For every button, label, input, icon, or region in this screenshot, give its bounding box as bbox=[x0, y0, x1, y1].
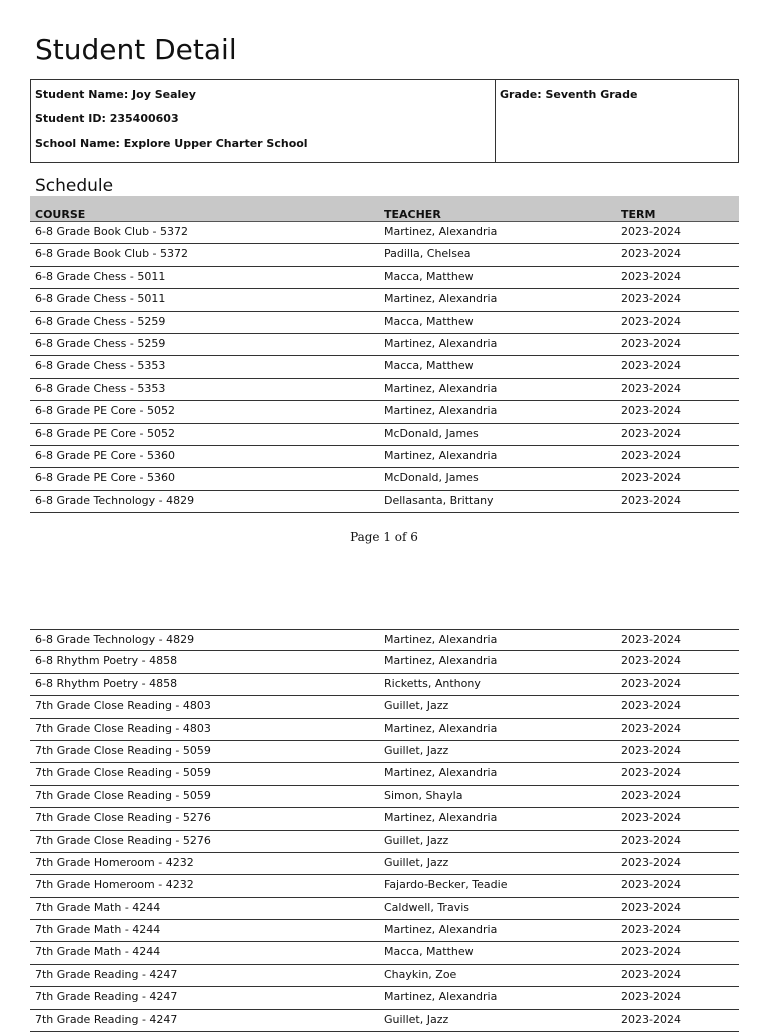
course-cell: 6-8 Grade Chess - 5353 bbox=[35, 381, 166, 395]
table-row bbox=[30, 965, 739, 987]
course-cell: 6-8 Grade Chess - 5011 bbox=[35, 269, 166, 283]
term-cell: 2023-2024 bbox=[621, 404, 681, 418]
teacher-cell: Guillet, Jazz bbox=[384, 699, 449, 713]
teacher-cell: Martinez, Alexandria bbox=[384, 721, 498, 735]
course-cell: 7th Grade Math - 4244 bbox=[35, 945, 161, 959]
term-cell: 2023-2024 bbox=[621, 633, 681, 646]
table-row bbox=[30, 696, 739, 718]
term-cell: 2023-2024 bbox=[621, 381, 681, 395]
table-row bbox=[30, 808, 739, 830]
teacher-cell: Guillet, Jazz bbox=[384, 743, 449, 757]
term-cell: 2023-2024 bbox=[621, 811, 681, 825]
student-name: Student Name: Joy Sealey bbox=[35, 88, 196, 101]
teacher-cell: Martinez, Alexandria bbox=[384, 404, 498, 418]
term-cell: 2023-2024 bbox=[621, 225, 681, 238]
course-cell: 7th Grade Close Reading - 4803 bbox=[35, 699, 211, 713]
term-cell: 2023-2024 bbox=[621, 967, 681, 981]
school-name: School Name: Explore Upper Charter School bbox=[35, 137, 308, 150]
course-cell: 7th Grade Close Reading - 5059 bbox=[35, 788, 211, 802]
table-row bbox=[30, 875, 739, 897]
course-cell: 7th Grade Math - 4244 bbox=[35, 923, 161, 937]
term-cell: 2023-2024 bbox=[621, 833, 681, 847]
teacher-cell: Macca, Matthew bbox=[384, 945, 474, 959]
course-cell: 6-8 Grade PE Core - 5360 bbox=[35, 448, 175, 462]
table-row bbox=[30, 244, 739, 266]
table-row bbox=[30, 629, 739, 651]
teacher-cell: Chaykin, Zoe bbox=[384, 967, 457, 981]
teacher-cell: Martinez, Alexandria bbox=[384, 811, 498, 825]
teacher-cell: Martinez, Alexandria bbox=[384, 336, 498, 350]
teacher-cell: Martinez, Alexandria bbox=[384, 292, 498, 306]
course-cell: 6-8 Rhythm Poetry - 4858 bbox=[35, 676, 178, 690]
page-number: Page 1 of 6 bbox=[350, 530, 418, 544]
table-row bbox=[30, 379, 739, 401]
term-cell: 2023-2024 bbox=[621, 269, 681, 283]
course-cell: 7th Grade Reading - 4247 bbox=[35, 1012, 178, 1026]
course-cell: 6-8 Rhythm Poetry - 4858 bbox=[35, 654, 178, 668]
info-divider bbox=[495, 80, 496, 162]
table-row bbox=[30, 674, 739, 696]
teacher-cell: Macca, Matthew bbox=[384, 359, 474, 373]
table-row bbox=[30, 222, 739, 244]
table-row bbox=[30, 267, 739, 289]
teacher-cell: Macca, Matthew bbox=[384, 269, 474, 283]
term-cell: 2023-2024 bbox=[621, 471, 681, 485]
table-row bbox=[30, 356, 739, 378]
table-row bbox=[30, 424, 739, 446]
table-row bbox=[30, 763, 739, 785]
course-cell: 7th Grade Close Reading - 5276 bbox=[35, 833, 211, 847]
course-cell: 6-8 Grade Chess - 5259 bbox=[35, 314, 166, 328]
term-cell: 2023-2024 bbox=[621, 493, 681, 507]
term-cell: 2023-2024 bbox=[621, 743, 681, 757]
teacher-cell: Ricketts, Anthony bbox=[384, 676, 481, 690]
header-term: TERM bbox=[621, 208, 656, 221]
teacher-cell: Padilla, Chelsea bbox=[384, 247, 471, 261]
teacher-cell: Caldwell, Travis bbox=[384, 900, 469, 914]
schedule-header bbox=[30, 196, 739, 222]
course-cell: 6-8 Grade Book Club - 5372 bbox=[35, 225, 189, 238]
table-row bbox=[30, 786, 739, 808]
term-cell: 2023-2024 bbox=[621, 900, 681, 914]
table-row bbox=[30, 719, 739, 741]
term-cell: 2023-2024 bbox=[621, 923, 681, 937]
page-title: Student Detail bbox=[35, 33, 237, 66]
term-cell: 2023-2024 bbox=[621, 292, 681, 306]
term-cell: 2023-2024 bbox=[621, 654, 681, 668]
course-cell: 6-8 Grade Chess - 5259 bbox=[35, 336, 166, 350]
teacher-cell: Martinez, Alexandria bbox=[384, 225, 498, 238]
schedule-table-page-2 bbox=[30, 629, 739, 1032]
course-cell: 7th Grade Close Reading - 5059 bbox=[35, 743, 211, 757]
term-cell: 2023-2024 bbox=[621, 247, 681, 261]
table-row bbox=[30, 289, 739, 311]
teacher-cell: Fajardo-Becker, Teadie bbox=[384, 878, 508, 892]
table-row bbox=[30, 741, 739, 763]
table-row bbox=[30, 491, 739, 513]
teacher-cell: Macca, Matthew bbox=[384, 314, 474, 328]
course-cell: 7th Grade Reading - 4247 bbox=[35, 990, 178, 1004]
course-cell: 6-8 Grade Book Club - 5372 bbox=[35, 247, 189, 261]
term-cell: 2023-2024 bbox=[621, 336, 681, 350]
course-cell: 6-8 Grade PE Core - 5052 bbox=[35, 404, 175, 418]
table-row bbox=[30, 831, 739, 853]
table-row bbox=[30, 898, 739, 920]
table-row bbox=[30, 446, 739, 468]
table-row bbox=[30, 468, 739, 490]
teacher-cell: Simon, Shayla bbox=[384, 788, 463, 802]
student-info-box bbox=[30, 79, 739, 163]
term-cell: 2023-2024 bbox=[621, 314, 681, 328]
schedule-title: Schedule bbox=[35, 176, 114, 196]
table-row bbox=[30, 334, 739, 356]
teacher-cell: Martinez, Alexandria bbox=[384, 381, 498, 395]
term-cell: 2023-2024 bbox=[621, 1012, 681, 1026]
course-cell: 7th Grade Close Reading - 4803 bbox=[35, 721, 211, 735]
teacher-cell: Martinez, Alexandria bbox=[384, 633, 498, 646]
term-cell: 2023-2024 bbox=[621, 945, 681, 959]
schedule-table-page-1 bbox=[30, 222, 739, 513]
teacher-cell: Martinez, Alexandria bbox=[384, 654, 498, 668]
table-row bbox=[30, 1010, 739, 1032]
course-cell: 6-8 Grade PE Core - 5360 bbox=[35, 471, 175, 485]
teacher-cell: McDonald, James bbox=[384, 426, 479, 440]
term-cell: 2023-2024 bbox=[621, 878, 681, 892]
course-cell: 6-8 Grade Chess - 5353 bbox=[35, 359, 166, 373]
table-row bbox=[30, 853, 739, 875]
term-cell: 2023-2024 bbox=[621, 766, 681, 780]
course-cell: 7th Grade Math - 4244 bbox=[35, 900, 161, 914]
teacher-cell: Guillet, Jazz bbox=[384, 1012, 449, 1026]
term-cell: 2023-2024 bbox=[621, 359, 681, 373]
teacher-cell: Guillet, Jazz bbox=[384, 833, 449, 847]
teacher-cell: Dellasanta, Brittany bbox=[384, 493, 494, 507]
term-cell: 2023-2024 bbox=[621, 448, 681, 462]
term-cell: 2023-2024 bbox=[621, 676, 681, 690]
student-id: Student ID: 235400603 bbox=[35, 112, 179, 125]
teacher-cell: Martinez, Alexandria bbox=[384, 923, 498, 937]
header-teacher: TEACHER bbox=[384, 208, 441, 221]
table-row bbox=[30, 987, 739, 1009]
course-cell: 6-8 Grade Technology - 4829 bbox=[35, 493, 195, 507]
course-cell: 7th Grade Close Reading - 5059 bbox=[35, 766, 211, 780]
teacher-cell: Martinez, Alexandria bbox=[384, 448, 498, 462]
term-cell: 2023-2024 bbox=[621, 990, 681, 1004]
term-cell: 2023-2024 bbox=[621, 699, 681, 713]
teacher-cell: Martinez, Alexandria bbox=[384, 766, 498, 780]
course-cell: 7th Grade Homeroom - 4232 bbox=[35, 878, 194, 892]
table-row bbox=[30, 942, 739, 964]
term-cell: 2023-2024 bbox=[621, 721, 681, 735]
teacher-cell: Guillet, Jazz bbox=[384, 855, 449, 869]
student-grade: Grade: Seventh Grade bbox=[500, 88, 638, 101]
course-cell: 7th Grade Reading - 4247 bbox=[35, 967, 178, 981]
course-cell: 7th Grade Close Reading - 5276 bbox=[35, 811, 211, 825]
header-course: COURSE bbox=[35, 208, 86, 221]
table-row bbox=[30, 920, 739, 942]
course-cell: 6-8 Grade Technology - 4829 bbox=[35, 633, 195, 646]
term-cell: 2023-2024 bbox=[621, 788, 681, 802]
course-cell: 6-8 Grade Chess - 5011 bbox=[35, 292, 166, 306]
table-row bbox=[30, 312, 739, 334]
course-cell: 6-8 Grade PE Core - 5052 bbox=[35, 426, 175, 440]
term-cell: 2023-2024 bbox=[621, 426, 681, 440]
table-row bbox=[30, 401, 739, 423]
term-cell: 2023-2024 bbox=[621, 855, 681, 869]
teacher-cell: McDonald, James bbox=[384, 471, 479, 485]
table-row bbox=[30, 651, 739, 673]
course-cell: 7th Grade Homeroom - 4232 bbox=[35, 855, 194, 869]
teacher-cell: Martinez, Alexandria bbox=[384, 990, 498, 1004]
